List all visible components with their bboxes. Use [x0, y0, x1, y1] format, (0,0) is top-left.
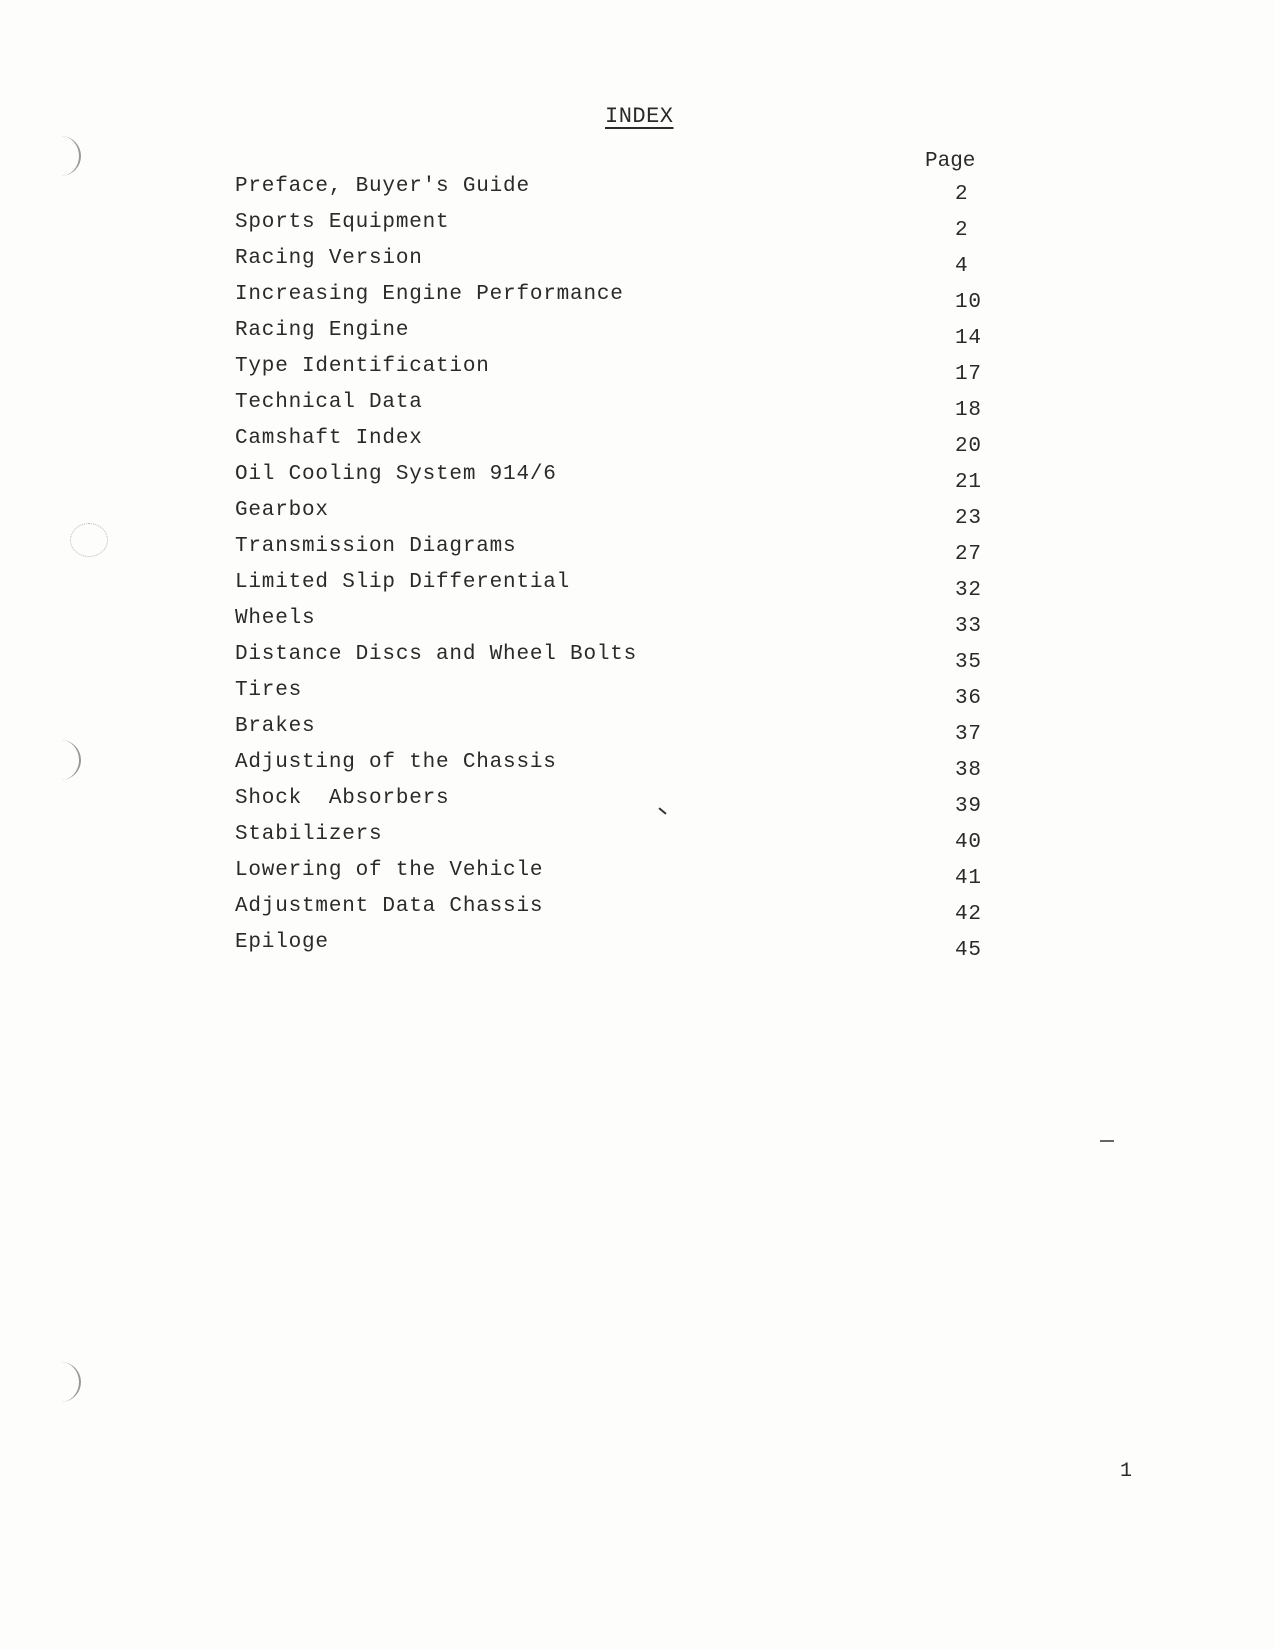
toc-entry-title: Limited Slip Differential: [235, 571, 571, 594]
toc-entry: [235, 679, 1035, 715]
toc-entry: [235, 931, 1035, 967]
toc-entry-title: Technical Data: [235, 391, 423, 414]
toc-entry: [235, 427, 1035, 463]
toc-entry-page: 32: [955, 579, 982, 602]
toc-entry: [235, 319, 1035, 355]
toc-entry: [235, 715, 1035, 751]
toc-entry-title: Wheels: [235, 607, 316, 630]
toc-entry-page: 39: [955, 795, 982, 818]
toc-entry-page: 33: [955, 615, 982, 638]
toc-entry-page: 17: [955, 363, 982, 386]
toc-entry-page: 27: [955, 543, 982, 566]
toc-entry-title: Lowering of the Vehicle: [235, 859, 544, 882]
toc-entry-page: 21: [955, 471, 982, 494]
punch-hole-mark: [45, 1362, 81, 1402]
toc-entry: [235, 787, 1035, 823]
toc-entry: [235, 607, 1035, 643]
toc-entry-title: Adjustment Data Chassis: [235, 895, 544, 918]
punch-hole-mark: [45, 136, 81, 176]
toc-entry: [235, 391, 1035, 427]
page-number: 1: [1120, 1460, 1133, 1483]
toc-entry-page: 14: [955, 327, 982, 350]
faint-stamp-mark: [70, 523, 108, 557]
toc-entry-page: 45: [955, 939, 982, 962]
toc-entry-title: Type Identification: [235, 355, 490, 378]
toc-entry: [235, 499, 1035, 535]
toc-entry-page: 38: [955, 759, 982, 782]
toc-entry: [235, 859, 1035, 895]
toc-entry: [235, 535, 1035, 571]
toc-entry-title: Sports Equipment: [235, 211, 450, 234]
toc-entry-page: 42: [955, 903, 982, 926]
toc-entry-page: 37: [955, 723, 982, 746]
toc-entry-title: Gearbox: [235, 499, 329, 522]
toc-entry-title: Stabilizers: [235, 823, 383, 846]
toc-entry: [235, 643, 1035, 679]
toc-entry-title: Adjusting of the Chassis: [235, 751, 557, 774]
toc-entry-title: Racing Engine: [235, 319, 410, 342]
page-column-header: Page: [925, 150, 976, 173]
toc-entry-page: 20: [955, 435, 982, 458]
toc-entry-page: 4: [955, 255, 969, 278]
toc-entry-page: 2: [955, 219, 969, 242]
toc-entry: [235, 463, 1035, 499]
toc-entry-page: 36: [955, 687, 982, 710]
page-title: INDEX: [605, 104, 674, 129]
toc-entry-title: Camshaft Index: [235, 427, 423, 450]
toc-entry-title: Distance Discs and Wheel Bolts: [235, 643, 638, 666]
toc-entry-page: 35: [955, 651, 982, 674]
toc-entry: [235, 895, 1035, 931]
toc-entry: [235, 247, 1035, 283]
toc-entry-title: Preface, Buyer's Guide: [235, 175, 530, 198]
toc-entry: [235, 283, 1035, 319]
toc-entry-page: 18: [955, 399, 982, 422]
toc-entry: [235, 355, 1035, 391]
toc-entry-title: Increasing Engine Performance: [235, 283, 624, 306]
toc-entry-page: 23: [955, 507, 982, 530]
toc-entry: [235, 211, 1035, 247]
punch-hole-mark: [45, 740, 81, 780]
toc-entry-title: Tires: [235, 679, 303, 702]
toc-entry-title: Racing Version: [235, 247, 423, 270]
toc-entry: [235, 823, 1035, 859]
toc-entry-page: 40: [955, 831, 982, 854]
toc-entry: [235, 175, 1035, 211]
toc-entry: [235, 571, 1035, 607]
toc-entry: [235, 751, 1035, 787]
toc-entry-page: 41: [955, 867, 982, 890]
table-of-contents: [235, 175, 1035, 967]
toc-entry-title: Brakes: [235, 715, 316, 738]
toc-entry-page: 2: [955, 183, 969, 206]
toc-entry-page: 10: [955, 291, 982, 314]
toc-entry-title: Epiloge: [235, 931, 329, 954]
stray-mark: [1100, 1140, 1114, 1142]
toc-entry-title: Oil Cooling System 914/6: [235, 463, 557, 486]
toc-entry-title: Shock Absorbers: [235, 787, 450, 810]
toc-entry-title: Transmission Diagrams: [235, 535, 517, 558]
